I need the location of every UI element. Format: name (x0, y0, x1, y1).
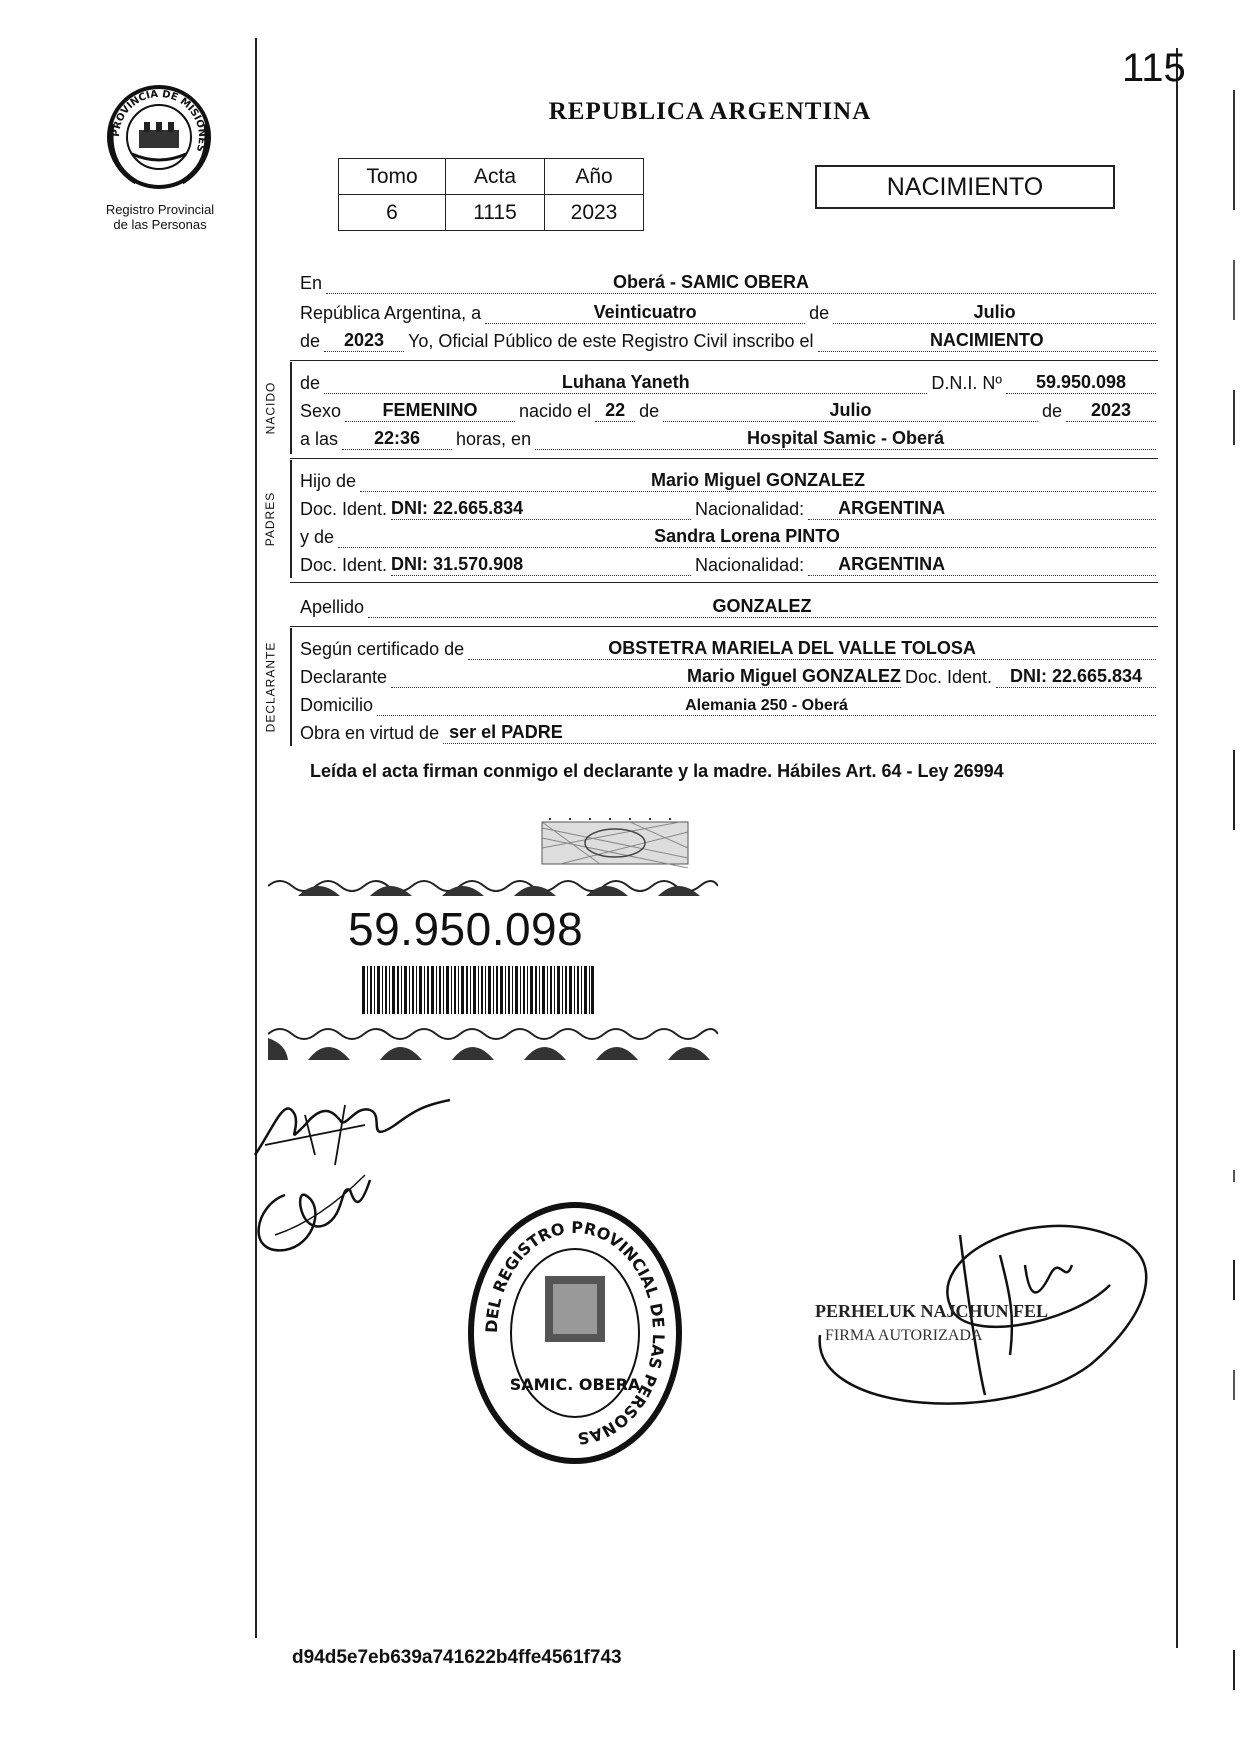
row-declarante (300, 662, 1160, 688)
dni-fill (1006, 373, 1156, 394)
row-mother-doc (300, 550, 1160, 576)
doc-label: Doc. Ident. (300, 499, 388, 519)
mother-nat: ARGENTINA (838, 554, 946, 574)
row-father-doc (300, 494, 1160, 520)
sexo-label: Sexo (300, 401, 342, 421)
domicilio-value: Alemania 250 - Oberá (685, 697, 848, 714)
de-label3: de (1041, 401, 1062, 421)
certificado-fill (468, 639, 1156, 660)
domicilio-fill (377, 695, 1156, 716)
closing-text: Leída el acta firman conmigo el declarante y la madre. Hábiles Art. 64 - Ley 26994 (310, 761, 1004, 781)
declarante-value: Mario Miguel GONZALEZ (686, 666, 901, 686)
nac-label2: Nacionalidad: (695, 555, 805, 575)
obra-value: ser el PADRE (449, 722, 563, 742)
padres-side-label: PADRES (263, 491, 277, 547)
row-certificado (300, 634, 1160, 660)
sep-nacido-top (290, 360, 1158, 361)
de-label2: de (639, 401, 660, 421)
stamp-center-text: SAMIC. OBERA (509, 1375, 641, 1394)
domicilio-label: Domicilio (300, 695, 374, 715)
barcode (362, 966, 594, 1014)
father-fill (360, 471, 1156, 492)
a-las-label: a las (300, 429, 339, 449)
sexo-fill (345, 401, 515, 422)
inscribe-fill (818, 331, 1156, 352)
row-sexo (300, 396, 1160, 422)
declarante-doc-fill (996, 667, 1156, 688)
tomo-header: Tomo (339, 159, 446, 195)
row-domicilio (300, 690, 1160, 716)
day-value: Veinticuatro (593, 302, 697, 322)
birth-year-fill (1066, 401, 1156, 422)
nacido-bracket (290, 362, 292, 454)
officer-title-stamp: FIRMA AUTORIZADA (825, 1327, 983, 1344)
row-hora (300, 424, 1160, 450)
record-type-box: NACIMIENTO (815, 165, 1115, 209)
padres-bracket (290, 460, 292, 578)
apellido-value: GONZALEZ (712, 596, 812, 616)
scan-edge-marks (1228, 90, 1242, 1690)
declarante-signature (245, 1085, 465, 1265)
sep-declarante-top (290, 626, 1158, 627)
name-prefix: de (300, 373, 321, 393)
declarante-fill (391, 667, 901, 688)
hijo-label: Hijo de (300, 471, 357, 491)
registry-table (338, 158, 644, 231)
oficial-text: Yo, Oficial Público de este Registro Civil inscribo el (408, 331, 814, 351)
father-nat-fill (808, 499, 1156, 520)
printed-dni-number: 59.950.098 (348, 903, 584, 955)
declarante-label: Declarante (300, 667, 388, 687)
officer-signature (810, 1195, 1180, 1425)
birth-year: 2023 (1090, 400, 1132, 420)
row-hijo (300, 466, 1160, 492)
month-value: Julio (973, 302, 1016, 322)
birth-day-fill (595, 401, 635, 422)
nac-label: Nacionalidad: (695, 499, 805, 519)
apellido-label: Apellido (300, 597, 365, 617)
republica-label: República Argentina, a (300, 303, 482, 323)
document-hash: d94d5e7eb639a741622b4ffe4561f743 (292, 1647, 622, 1668)
en-value: Oberá - SAMIC OBERA (613, 272, 810, 292)
security-pattern-bottom (268, 1024, 718, 1060)
father-nat: ARGENTINA (838, 498, 946, 518)
nacido-side-label: NACIDO (263, 381, 278, 435)
document-title: REPUBLICA ARGENTINA (548, 98, 872, 125)
mother-doc-fill (391, 555, 691, 576)
certificado-label: Según certificado de (300, 639, 465, 659)
obra-label: Obra en virtud de (300, 723, 440, 743)
birth-month-fill (663, 401, 1038, 422)
ano-header: Año (545, 159, 644, 195)
mother-doc: DNI: 31.570.908 (391, 554, 524, 574)
father-doc: DNI: 22.665.834 (391, 498, 524, 518)
apellido-fill (368, 597, 1156, 618)
row-year (300, 326, 1160, 352)
declarante-side-label: DECLARANTE (263, 641, 277, 733)
birth-place: Hospital Samic - Oberá (747, 428, 945, 448)
en-label: En (300, 273, 323, 293)
mother-nat-fill (808, 555, 1156, 576)
left-margin-line (255, 38, 257, 1638)
row-nombre (300, 368, 1160, 394)
doc-label2: Doc. Ident. (300, 555, 388, 575)
acta-header: Acta (446, 159, 545, 195)
row-apellido (300, 592, 1160, 618)
acta-value: 1115 (446, 195, 545, 231)
sep-apellido-top (290, 582, 1158, 583)
officer-name-stamp: PERHELUK NAJCHUN FEL (815, 1301, 1049, 1321)
year-fill (324, 331, 404, 352)
en-fill (326, 273, 1156, 294)
birth-time-fill (342, 429, 452, 450)
mother-fill (338, 527, 1156, 548)
day-fill (485, 303, 805, 324)
father-name: Mario Miguel GONZALEZ (651, 470, 866, 490)
birth-place-fill (535, 429, 1156, 450)
yde-label: y de (300, 527, 335, 547)
seal-caption-line2: de las Personas (113, 217, 207, 232)
dni-label: D.N.I. Nº (931, 373, 1002, 393)
page-number: 115 (1122, 46, 1186, 90)
sep-padres-top (290, 458, 1158, 459)
obra-fill (443, 723, 1156, 744)
security-pattern-top (268, 868, 718, 898)
provincial-seal-logo (106, 84, 212, 190)
name-fill (324, 373, 927, 394)
official-stamp (465, 1198, 685, 1468)
row-en (300, 268, 1160, 294)
sexo-value: FEMENINO (382, 400, 478, 420)
tomo-value: 6 (339, 195, 446, 231)
seal-caption (90, 202, 230, 232)
year-value: 2023 (344, 330, 385, 350)
birth-time: 22:36 (374, 428, 421, 448)
mother-name: Sandra Lorena PINTO (654, 526, 840, 546)
hologram-seal (540, 818, 690, 868)
father-doc-fill (391, 499, 691, 520)
de-label: de (809, 303, 830, 323)
row-yde (300, 522, 1160, 548)
name-value: Luhana Yaneth (561, 372, 690, 392)
row-republica (300, 298, 1160, 324)
inscribe-value: NACIMIENTO (929, 330, 1044, 350)
year-prefix: de (300, 331, 321, 351)
row-obra (300, 718, 1160, 744)
stamp-ring-text: DEL REGISTRO PROVINCIAL DE LAS PERSONAS (481, 1217, 669, 1449)
horas-label: horas, en (456, 429, 532, 449)
seal-ring-text: PROVINCIA DE MISIONES (110, 88, 208, 154)
birth-month: Julio (829, 400, 872, 420)
ano-value: 2023 (545, 195, 644, 231)
dni-value: 59.950.098 (1035, 372, 1127, 392)
month-fill (833, 303, 1156, 324)
doc-label3: Doc. Ident. (904, 667, 992, 687)
birth-day: 22 (605, 400, 626, 420)
seal-caption-line1: Registro Provincial (105, 202, 215, 217)
certificado-value: OBSTETRA MARIELA DEL VALLE TOLOSA (608, 638, 976, 658)
declarante-bracket (290, 628, 292, 746)
nacido-label: nacido el (519, 401, 592, 421)
declarante-doc: DNI: 22.665.834 (1009, 666, 1143, 686)
